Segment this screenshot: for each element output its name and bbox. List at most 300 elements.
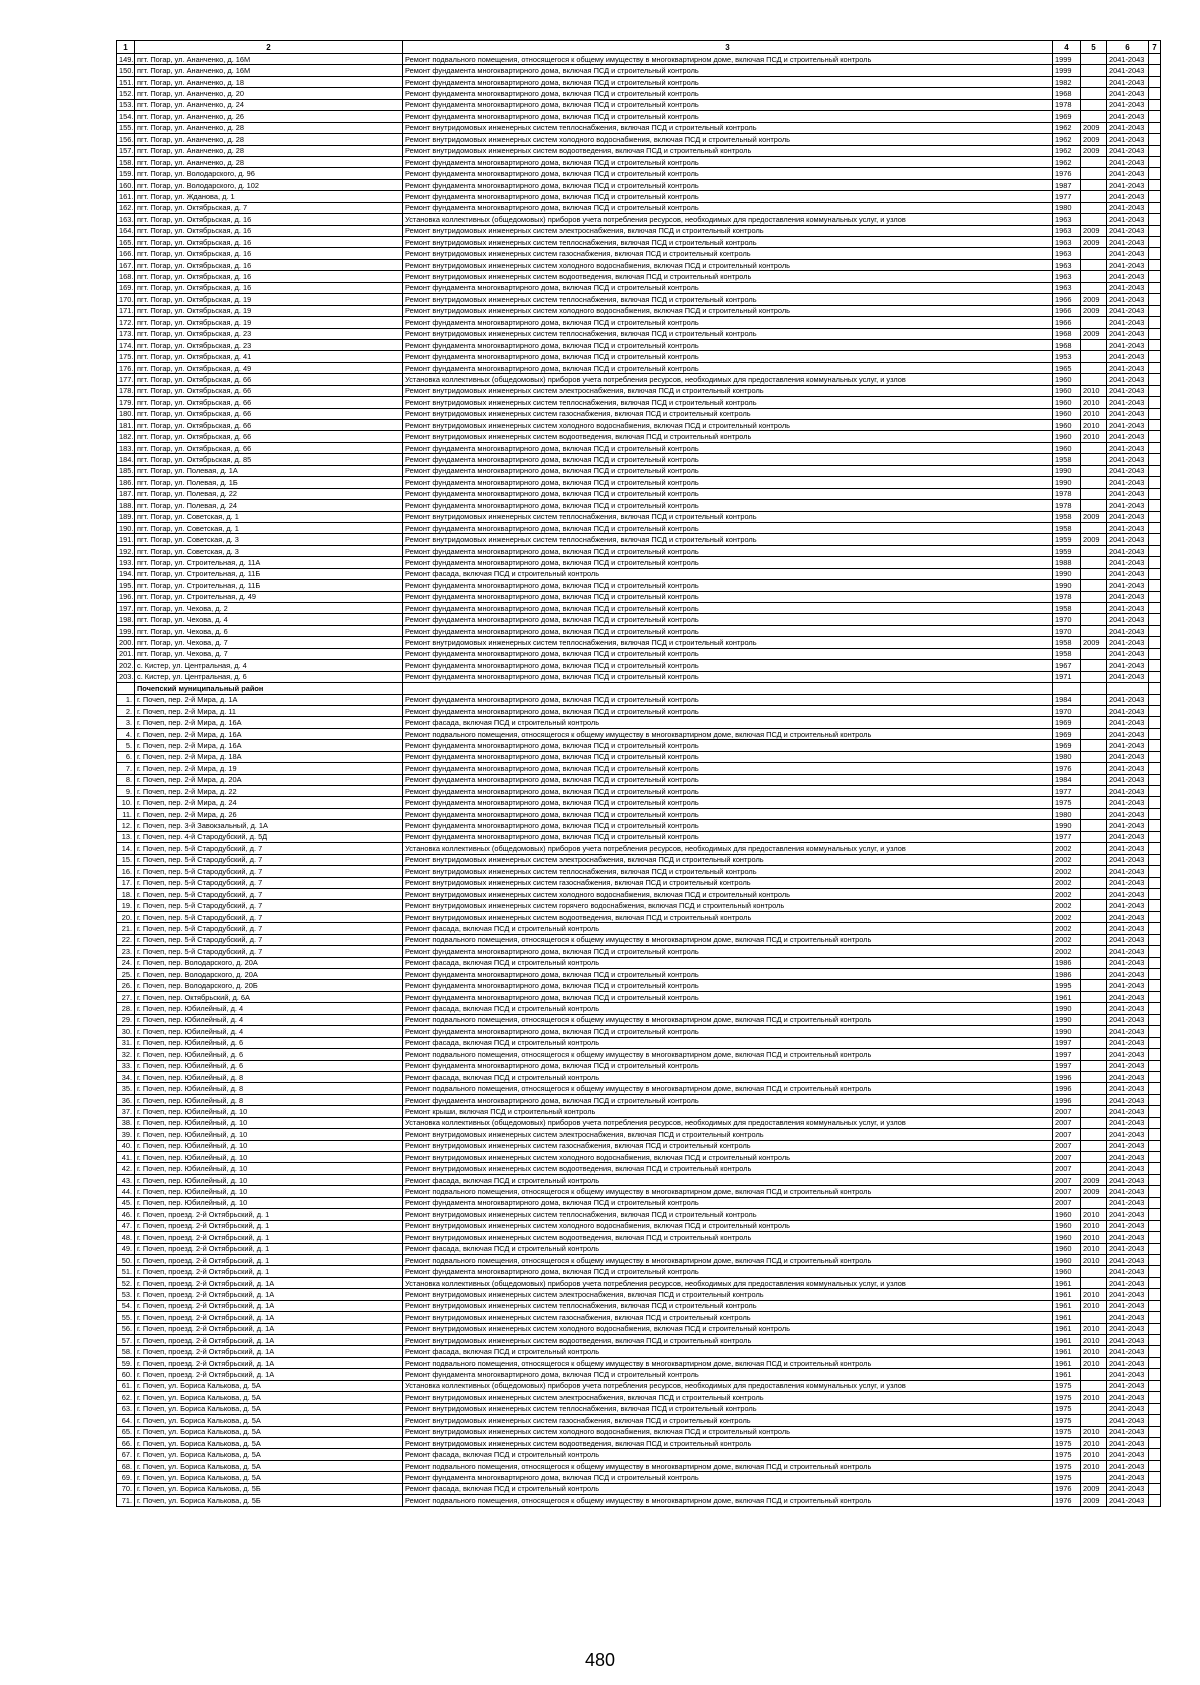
work-type-cell: Ремонт фундамента многоквартирного дома, включая ПСД и строительный контроль (403, 282, 1053, 293)
row-number-cell: 156. (117, 134, 135, 145)
address-cell: пгт. Погар, ул. Володарского, д. 96 (135, 168, 403, 179)
planned-period-cell: 2041-2043 (1107, 866, 1149, 877)
work-type-cell: Ремонт фундамента многоквартирного дома, включая ПСД и строительный контроль (403, 625, 1053, 636)
work-type-cell: Ремонт фундамента многоквартирного дома, включая ПСД и строительный контроль (403, 99, 1053, 110)
table-row (117, 1049, 1161, 1060)
table-cell (117, 683, 135, 694)
table-cell (1149, 88, 1161, 99)
year-built-cell: 1960 (1053, 1232, 1081, 1243)
table-row (117, 477, 1161, 488)
address-cell: г. Почеп, пер. 5-й Стародубский, д. 7 (135, 854, 403, 865)
row-number-cell: 36. (117, 1094, 135, 1105)
table-row (117, 465, 1161, 476)
table-row (117, 1083, 1161, 1094)
planned-period-cell: 2041-2043 (1107, 179, 1149, 190)
row-number-cell: 182. (117, 431, 135, 442)
row-number-cell: 39. (117, 1129, 135, 1140)
table-row (117, 786, 1161, 797)
row-number-cell: 59. (117, 1357, 135, 1368)
table-cell (1149, 1277, 1161, 1288)
work-type-cell: Ремонт подвального помещения, относящегося к общему имуществу в многоквартирном доме, включая ПСД и строительный контроль (403, 1357, 1053, 1368)
work-type-cell: Ремонт фундамента многоквартирного дома, включая ПСД и строительный контроль (403, 1472, 1053, 1483)
year-built-cell: 1976 (1053, 1483, 1081, 1494)
address-cell: г. Почеп, пер. 2-й Мира, д. 11 (135, 705, 403, 716)
work-type-cell: Ремонт внутридомовых инженерных систем холодного водоснабжения, включая ПСД и строительный контроль (403, 259, 1053, 270)
table-cell (1149, 1003, 1161, 1014)
table-cell (1149, 1460, 1161, 1471)
last-repair-year-cell (1081, 1129, 1107, 1140)
address-cell: пгт. Погар, ул. Октябрьская, д. 16 (135, 259, 403, 270)
planned-period-cell: 2041-2043 (1107, 808, 1149, 819)
planned-period-cell: 2041-2043 (1107, 1152, 1149, 1163)
work-type-cell: Установка коллективных (общедомовых) приборов учета потребления ресурсов, необходимых для предоставления коммунальных услуг, и узлов (403, 1117, 1053, 1128)
row-number-cell: 184. (117, 454, 135, 465)
work-type-cell: Ремонт внутридомовых инженерных систем теплоснабжения, включая ПСД и строительный контроль (403, 1403, 1053, 1414)
planned-period-cell: 2041-2043 (1107, 843, 1149, 854)
work-type-cell: Ремонт внутридомовых инженерных систем газоснабжения, включая ПСД и строительный контроль (403, 408, 1053, 419)
table-row (117, 1483, 1161, 1494)
work-type-cell: Ремонт фундамента многоквартирного дома, включая ПСД и строительный контроль (403, 1369, 1053, 1380)
work-type-cell: Ремонт внутридомовых инженерных систем теплоснабжения, включая ПСД и строительный контроль (403, 237, 1053, 248)
year-built-cell: 2002 (1053, 843, 1081, 854)
row-number-cell: 186. (117, 477, 135, 488)
table-cell (1149, 591, 1161, 602)
row-number-cell: 38. (117, 1117, 135, 1128)
row-number-cell: 195. (117, 580, 135, 591)
work-type-cell: Ремонт фундамента многоквартирного дома, включая ПСД и строительный контроль (403, 648, 1053, 659)
last-repair-year-cell: 2009 (1081, 328, 1107, 339)
address-cell: с. Кистер, ул. Центральная, д. 6 (135, 671, 403, 682)
planned-period-cell: 2041-2043 (1107, 65, 1149, 76)
last-repair-year-cell (1081, 934, 1107, 945)
table-cell (1149, 145, 1161, 156)
last-repair-year-cell: 2009 (1081, 237, 1107, 248)
last-repair-year-cell (1081, 1049, 1107, 1060)
table-cell (1149, 351, 1161, 362)
table-cell (1149, 237, 1161, 248)
work-type-cell: Ремонт фундамента многоквартирного дома, включая ПСД и строительный контроль (403, 88, 1053, 99)
planned-period-cell: 2041-2043 (1107, 214, 1149, 225)
table-row (117, 339, 1161, 350)
planned-period-cell: 2041-2043 (1107, 1415, 1149, 1426)
last-repair-year-cell (1081, 1380, 1107, 1391)
planned-period-cell: 2041-2043 (1107, 545, 1149, 556)
table-cell (1149, 568, 1161, 579)
last-repair-year-cell (1081, 603, 1107, 614)
work-type-cell: Ремонт фундамента многоквартирного дома, включая ПСД и строительный контроль (403, 797, 1053, 808)
work-type-cell: Установка коллективных (общедомовых) приборов учета потребления ресурсов, необходимых для предоставления коммунальных услуг, и узлов (403, 843, 1053, 854)
table-row (117, 294, 1161, 305)
work-type-cell: Ремонт внутридомовых инженерных систем теплоснабжения, включая ПСД и строительный контроль (403, 1209, 1053, 1220)
work-type-cell: Ремонт фундамента многоквартирного дома, включая ПСД и строительный контроль (403, 179, 1053, 190)
address-cell: пгт. Погар, ул. Октябрьская, д. 66 (135, 385, 403, 396)
year-built-cell: 1958 (1053, 511, 1081, 522)
work-type-cell: Ремонт фундамента многоквартирного дома, включая ПСД и строительный контроль (403, 694, 1053, 705)
work-type-cell: Ремонт фундамента многоквартирного дома, включая ПСД и строительный контроль (403, 946, 1053, 957)
year-built-cell: 2002 (1053, 946, 1081, 957)
table-cell (1149, 557, 1161, 568)
work-type-cell: Ремонт внутридомовых инженерных систем водоотведения, включая ПСД и строительный контроль (403, 431, 1053, 442)
table-row (117, 1323, 1161, 1334)
last-repair-year-cell: 2009 (1081, 225, 1107, 236)
work-type-cell: Ремонт внутридомовых инженерных систем теплоснабжения, включая ПСД и строительный контроль (403, 397, 1053, 408)
address-cell: пгт. Погар, ул. Строительная, д. 11Б (135, 568, 403, 579)
last-repair-year-cell (1081, 351, 1107, 362)
planned-period-cell: 2041-2043 (1107, 225, 1149, 236)
year-built-cell: 1975 (1053, 1460, 1081, 1471)
year-built-cell: 1995 (1053, 980, 1081, 991)
work-type-cell: Ремонт фундамента многоквартирного дома, включая ПСД и строительный контроль (403, 522, 1053, 533)
year-built-cell: 1970 (1053, 705, 1081, 716)
table-cell (1149, 1449, 1161, 1460)
work-type-cell: Ремонт подвального помещения, относящегося к общему имуществу в многоквартирном доме, включая ПСД и строительный контроль (403, 1495, 1053, 1506)
work-type-cell: Ремонт подвального помещения, относящегося к общему имуществу в многоквартирном доме, включая ПСД и строительный контроль (403, 1014, 1053, 1025)
year-built-cell: 1961 (1053, 1335, 1081, 1346)
year-built-cell: 1975 (1053, 1403, 1081, 1414)
table-cell (1149, 1152, 1161, 1163)
column-header: 4 (1053, 41, 1081, 54)
table-cell (1149, 808, 1161, 819)
last-repair-year-cell: 2010 (1081, 431, 1107, 442)
address-cell: г. Почеп, ул. Бориса Калькова, д. 5А (135, 1449, 403, 1460)
year-built-cell: 1975 (1053, 1426, 1081, 1437)
year-built-cell: 1990 (1053, 580, 1081, 591)
table-row (117, 637, 1161, 648)
row-number-cell: 15. (117, 854, 135, 865)
planned-period-cell: 2041-2043 (1107, 282, 1149, 293)
work-type-cell: Ремонт фундамента многоквартирного дома, включая ПСД и строительный контроль (403, 317, 1053, 328)
address-cell: г. Почеп, пер. 2-й Мира, д. 16А (135, 717, 403, 728)
table-row (117, 660, 1161, 671)
year-built-cell: 1969 (1053, 728, 1081, 739)
table-row (117, 1209, 1161, 1220)
work-type-cell: Ремонт фундамента многоквартирного дома, включая ПСД и строительный контроль (403, 351, 1053, 362)
address-cell: г. Почеп, пер. Юбилейный, д. 6 (135, 1060, 403, 1071)
last-repair-year-cell: 2010 (1081, 1300, 1107, 1311)
table-row (117, 545, 1161, 556)
table-row (117, 282, 1161, 293)
work-type-cell: Ремонт фундамента многоквартирного дома, включая ПСД и строительный контроль (403, 774, 1053, 785)
planned-period-cell: 2041-2043 (1107, 259, 1149, 270)
address-cell: г. Почеп, ул. Бориса Калькова, д. 5А (135, 1415, 403, 1426)
address-cell: г. Почеп, пер. 2-й Мира, д. 24 (135, 797, 403, 808)
address-cell: г. Почеп, проезд. 2-й Октябрьский, д. 1А (135, 1312, 403, 1323)
last-repair-year-cell: 2010 (1081, 1346, 1107, 1357)
work-type-cell: Ремонт фасада, включая ПСД и строительный контроль (403, 568, 1053, 579)
work-type-cell: Ремонт фасада, включая ПСД и строительный контроль (403, 1037, 1053, 1048)
table-row (117, 271, 1161, 282)
table-cell (1149, 385, 1161, 396)
year-built-cell: 2007 (1053, 1152, 1081, 1163)
year-built-cell: 1961 (1053, 1312, 1081, 1323)
address-cell: пгт. Погар, ул. Октябрьская, д. 7 (135, 202, 403, 213)
table-cell (1149, 1060, 1161, 1071)
row-number-cell: 60. (117, 1369, 135, 1380)
table-row (117, 122, 1161, 133)
address-cell: г. Почеп, пер. Юбилейный, д. 10 (135, 1129, 403, 1140)
table-cell (1149, 431, 1161, 442)
row-number-cell: 28. (117, 1003, 135, 1014)
table-cell (1149, 671, 1161, 682)
work-type-cell: Ремонт внутридомовых инженерных систем холодного водоснабжения, включая ПСД и строительный контроль (403, 1220, 1053, 1231)
address-cell: г. Почеп, пер. 5-й Стародубский, д. 7 (135, 911, 403, 922)
planned-period-cell: 2041-2043 (1107, 740, 1149, 751)
year-built-cell: 1980 (1053, 751, 1081, 762)
last-repair-year-cell: 2009 (1081, 145, 1107, 156)
work-type-cell: Ремонт фундамента многоквартирного дома, включая ПСД и строительный контроль (403, 545, 1053, 556)
work-type-cell: Ремонт фундамента многоквартирного дома, включая ПСД и строительный контроль (403, 454, 1053, 465)
work-type-cell: Ремонт фундамента многоквартирного дома, включая ПСД и строительный контроль (403, 751, 1053, 762)
address-cell: пгт. Погар, ул. Октябрьская, д. 41 (135, 351, 403, 362)
year-built-cell: 1963 (1053, 225, 1081, 236)
table-cell (1149, 843, 1161, 854)
table-cell (1149, 946, 1161, 957)
address-cell: пгт. Погар, ул. Октябрьская, д. 19 (135, 317, 403, 328)
last-repair-year-cell (1081, 660, 1107, 671)
address-cell: пгт. Погар, ул. Жданова, д. 1 (135, 191, 403, 202)
table-cell (1149, 191, 1161, 202)
row-number-cell: 152. (117, 88, 135, 99)
work-type-cell: Ремонт фундамента многоквартирного дома, включая ПСД и строительный контроль (403, 339, 1053, 350)
row-number-cell: 157. (117, 145, 135, 156)
year-built-cell: 1963 (1053, 271, 1081, 282)
planned-period-cell: 2041-2043 (1107, 1380, 1149, 1391)
last-repair-year-cell (1081, 248, 1107, 259)
table-cell (1149, 1197, 1161, 1208)
last-repair-year-cell (1081, 648, 1107, 659)
row-number-cell: 159. (117, 168, 135, 179)
row-number-cell: 14. (117, 843, 135, 854)
last-repair-year-cell (1081, 717, 1107, 728)
row-number-cell: 150. (117, 65, 135, 76)
table-cell (1149, 111, 1161, 122)
planned-period-cell: 2041-2043 (1107, 648, 1149, 659)
planned-period-cell: 2041-2043 (1107, 991, 1149, 1002)
address-cell: пгт. Погар, ул. Полевая, д. 1А (135, 465, 403, 476)
planned-period-cell: 2041-2043 (1107, 99, 1149, 110)
table-row (117, 1449, 1161, 1460)
last-repair-year-cell (1081, 1026, 1107, 1037)
work-type-cell: Ремонт фундамента многоквартирного дома, включая ПСД и строительный контроль (403, 591, 1053, 602)
table-row (117, 488, 1161, 499)
address-cell: г. Почеп, пер. Юбилейный, д. 10 (135, 1186, 403, 1197)
table-row (117, 1243, 1161, 1254)
planned-period-cell: 2041-2043 (1107, 1026, 1149, 1037)
row-number-cell: 176. (117, 362, 135, 373)
planned-period-cell: 2041-2043 (1107, 156, 1149, 167)
last-repair-year-cell (1081, 454, 1107, 465)
year-built-cell: 1970 (1053, 614, 1081, 625)
work-type-cell: Ремонт внутридомовых инженерных систем холодного водоснабжения, включая ПСД и строительный контроль (403, 1152, 1053, 1163)
year-built-cell: 1959 (1053, 534, 1081, 545)
row-number-cell: 164. (117, 225, 135, 236)
table-cell (1149, 99, 1161, 110)
table-cell (1149, 1415, 1161, 1426)
last-repair-year-cell: 2010 (1081, 1254, 1107, 1265)
row-number-cell: 49. (117, 1243, 135, 1254)
table-cell (1149, 648, 1161, 659)
last-repair-year-cell (1081, 1014, 1107, 1025)
planned-period-cell: 2041-2043 (1107, 122, 1149, 133)
row-number-cell: 45. (117, 1197, 135, 1208)
row-number-cell: 55. (117, 1312, 135, 1323)
work-type-cell: Ремонт фундамента многоквартирного дома, включая ПСД и строительный контроль (403, 442, 1053, 453)
year-built-cell: 1975 (1053, 1392, 1081, 1403)
planned-period-cell: 2041-2043 (1107, 420, 1149, 431)
year-built-cell: 1958 (1053, 637, 1081, 648)
last-repair-year-cell (1081, 980, 1107, 991)
table-row (117, 134, 1161, 145)
planned-period-cell: 2041-2043 (1107, 557, 1149, 568)
row-number-cell: 35. (117, 1083, 135, 1094)
planned-period-cell: 2041-2043 (1107, 1266, 1149, 1277)
last-repair-year-cell (1081, 111, 1107, 122)
row-number-cell: 19. (117, 900, 135, 911)
table-row (117, 54, 1161, 65)
work-type-cell: Ремонт фундамента многоквартирного дома, включая ПСД и строительный контроль (403, 603, 1053, 614)
last-repair-year-cell (1081, 339, 1107, 350)
row-number-cell: 168. (117, 271, 135, 282)
address-cell: г. Почеп, пер. 2-й Мира, д. 18А (135, 751, 403, 762)
table-cell (1149, 763, 1161, 774)
table-row (117, 1094, 1161, 1105)
table-row (117, 1346, 1161, 1357)
table-row (117, 671, 1161, 682)
row-number-cell: 37. (117, 1106, 135, 1117)
address-cell: пгт. Погар, ул. Ананченко, д. 16М (135, 54, 403, 65)
last-repair-year-cell (1081, 740, 1107, 751)
table-row (117, 1300, 1161, 1311)
work-type-cell: Установка коллективных (общедомовых) приборов учета потребления ресурсов, необходимых для предоставления коммунальных услуг, и узлов (403, 1380, 1053, 1391)
work-type-cell: Ремонт внутридомовых инженерных систем электроснабжения, включая ПСД и строительный контроль (403, 385, 1053, 396)
table-row (117, 431, 1161, 442)
year-built-cell: 2007 (1053, 1129, 1081, 1140)
row-number-cell: 20. (117, 911, 135, 922)
row-number-cell: 22. (117, 934, 135, 945)
address-cell: пгт. Погар, ул. Октябрьская, д. 66 (135, 431, 403, 442)
row-number-cell: 61. (117, 1380, 135, 1391)
year-built-cell: 1960 (1053, 1243, 1081, 1254)
table-row (117, 866, 1161, 877)
last-repair-year-cell (1081, 1083, 1107, 1094)
table-row (117, 1415, 1161, 1426)
last-repair-year-cell (1081, 362, 1107, 373)
year-built-cell: 2007 (1053, 1117, 1081, 1128)
row-number-cell: 165. (117, 237, 135, 248)
table-cell (1149, 339, 1161, 350)
work-type-cell: Ремонт фасада, включая ПСД и строительный контроль (403, 1483, 1053, 1494)
address-cell: пгт. Погар, ул. Советская, д. 3 (135, 545, 403, 556)
table-row (117, 1289, 1161, 1300)
planned-period-cell: 2041-2043 (1107, 88, 1149, 99)
planned-period-cell: 2041-2043 (1107, 339, 1149, 350)
year-built-cell: 1968 (1053, 328, 1081, 339)
last-repair-year-cell (1081, 282, 1107, 293)
last-repair-year-cell (1081, 317, 1107, 328)
row-number-cell: 11. (117, 808, 135, 819)
last-repair-year-cell (1081, 477, 1107, 488)
work-type-cell: Ремонт фундамента многоквартирного дома, включая ПСД и строительный контроль (403, 76, 1053, 87)
row-number-cell: 17. (117, 877, 135, 888)
last-repair-year-cell: 2010 (1081, 1460, 1107, 1471)
table-row (117, 1106, 1161, 1117)
work-type-cell: Ремонт подвального помещения, относящегося к общему имуществу в многоквартирном доме, включая ПСД и строительный контроль (403, 1049, 1053, 1060)
last-repair-year-cell (1081, 54, 1107, 65)
table-cell (1149, 1014, 1161, 1025)
work-type-cell: Ремонт фасада, включая ПСД и строительный контроль (403, 1243, 1053, 1254)
address-cell: г. Почеп, проезд. 2-й Октябрьский, д. 1А (135, 1323, 403, 1334)
table-cell (1053, 683, 1081, 694)
address-cell: г. Почеп, пер. Володарского, д. 20Б (135, 980, 403, 991)
planned-period-cell: 2041-2043 (1107, 1117, 1149, 1128)
table-cell (1149, 294, 1161, 305)
address-cell: г. Почеп, пер. Юбилейный, д. 4 (135, 1026, 403, 1037)
row-number-cell: 158. (117, 156, 135, 167)
planned-period-cell: 2041-2043 (1107, 248, 1149, 259)
table-row (117, 728, 1161, 739)
address-cell: пгт. Погар, ул. Чехова, д. 7 (135, 637, 403, 648)
year-built-cell: 2002 (1053, 934, 1081, 945)
year-built-cell: 1990 (1053, 465, 1081, 476)
table-row (117, 877, 1161, 888)
table-row (117, 648, 1161, 659)
row-number-cell: 199. (117, 625, 135, 636)
last-repair-year-cell (1081, 1403, 1107, 1414)
work-type-cell: Ремонт фундамента многоквартирного дома, включая ПСД и строительный контроль (403, 786, 1053, 797)
last-repair-year-cell: 2010 (1081, 1289, 1107, 1300)
table-row (117, 717, 1161, 728)
year-built-cell: 1986 (1053, 969, 1081, 980)
last-repair-year-cell (1081, 88, 1107, 99)
table-cell (1149, 1289, 1161, 1300)
row-number-cell: 40. (117, 1140, 135, 1151)
row-number-cell: 62. (117, 1392, 135, 1403)
last-repair-year-cell (1081, 1197, 1107, 1208)
table-cell (1149, 1220, 1161, 1231)
row-number-cell: 173. (117, 328, 135, 339)
table-cell (1149, 786, 1161, 797)
work-type-cell: Ремонт внутридомовых инженерных систем электроснабжения, включая ПСД и строительный контроль (403, 1129, 1053, 1140)
planned-period-cell: 2041-2043 (1107, 328, 1149, 339)
address-cell: пгт. Погар, ул. Чехова, д. 6 (135, 625, 403, 636)
year-built-cell: 1960 (1053, 442, 1081, 453)
row-number-cell: 181. (117, 420, 135, 431)
table-row (117, 911, 1161, 922)
year-built-cell: 1966 (1053, 317, 1081, 328)
table-cell (1149, 408, 1161, 419)
last-repair-year-cell (1081, 957, 1107, 968)
work-type-cell: Ремонт фундамента многоквартирного дома, включая ПСД и строительный контроль (403, 191, 1053, 202)
table-row (117, 1026, 1161, 1037)
work-type-cell: Ремонт фундамента многоквартирного дома, включая ПСД и строительный контроль (403, 671, 1053, 682)
planned-period-cell: 2041-2043 (1107, 522, 1149, 533)
table-cell (1149, 374, 1161, 385)
address-cell: г. Почеп, пер. Володарского, д. 20А (135, 957, 403, 968)
repair-program-table (116, 40, 1161, 1507)
year-built-cell: 1990 (1053, 477, 1081, 488)
table-cell (1149, 1403, 1161, 1414)
last-repair-year-cell (1081, 797, 1107, 808)
last-repair-year-cell: 2010 (1081, 1335, 1107, 1346)
planned-period-cell: 2041-2043 (1107, 305, 1149, 316)
table-cell (403, 683, 1053, 694)
year-built-cell: 1978 (1053, 591, 1081, 602)
last-repair-year-cell: 2010 (1081, 1449, 1107, 1460)
table-cell (1149, 1117, 1161, 1128)
last-repair-year-cell (1081, 1094, 1107, 1105)
address-cell: г. Почеп, ул. Бориса Калькова, д. 5А (135, 1403, 403, 1414)
year-built-cell: 1977 (1053, 831, 1081, 842)
